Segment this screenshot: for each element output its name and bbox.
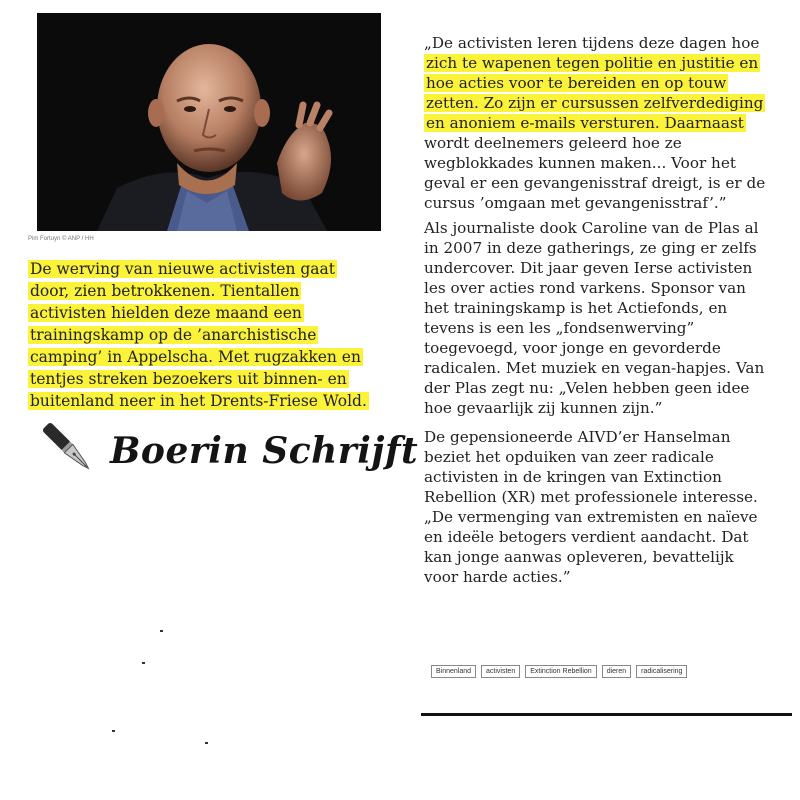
text-line: der Plas zegt nu: „Velen hebben geen idee [424,379,750,397]
left-article-text [28,258,388,412]
tag-extinction-rebellion[interactable]: Extinction Rebellion [525,665,596,678]
tag-list [431,665,687,678]
highlighted-line: door, zien betrokkenen. Tientallen [30,282,300,300]
highlighted-line: zich te wapenen tegen politie en justitie en [426,54,759,72]
text-line: „De activisten leren tijdens deze dagen hoe [424,34,760,52]
text-line: geval er een gevangenisstraf dreigt, is er de [424,174,766,192]
text-line: De gepensioneerde AIVD’er Hanselman [424,428,731,446]
text-line: en ideële betogers verdient aandacht. Dat [424,528,749,546]
text-line: Rebellion (XR) met professionele interesse. [424,488,758,506]
text-line: tevens is een les „fondsenwerving” [424,319,695,337]
text-line: cursus ’omgaan met gevangenisstraf’.” [424,194,727,212]
text-line: wegblokkades kunnen maken... Voor het [424,154,736,172]
portrait-illustration [37,13,381,231]
speck [205,742,208,744]
logo-text: Boerin Schrijft [110,430,419,472]
text-line: radicalen. Met muziek en vegan-hapjes. Van [424,359,765,377]
highlighted-line: activisten hielden deze maand een [30,304,302,322]
fountain-pen-icon [40,420,100,480]
speck [142,662,145,664]
aivd-paragraph [424,427,794,587]
text-line: wordt deelnemers geleerd hoe ze [424,134,682,152]
quote-paragraph [424,33,794,213]
highlighted-line: trainingskamp op de ’anarchistische [30,326,317,344]
highlighted-line: camping’ in Appelscha. Met rugzakken en [30,348,361,366]
text-line: voor harde acties.” [424,568,571,586]
portrait-photo [37,13,381,231]
photo-caption: Pim Fortuyn © ANP / HH [28,236,94,242]
text-line: hoe gevaarlijk zij kunnen zijn.” [424,399,663,417]
speck [112,730,115,732]
highlighted-line: buitenland neer in het Drents-Friese Wold. [30,392,367,410]
tag-binnenland[interactable]: Binnenland [431,665,476,678]
text-line: undercover. Dit jaar geven Ierse activisten [424,259,753,277]
text-line: het trainingskamp is het Actiefonds, en [424,299,728,317]
tag-dieren[interactable]: dieren [602,665,631,678]
text-line: in 2007 in deze gatherings, ze ging er zelfs [424,239,757,257]
text-line: Als journaliste dook Caroline van de Plas al [424,219,759,237]
speck [160,630,163,632]
highlighted-line: zetten. Zo zijn er cursussen zelfverdediging [426,94,764,112]
text-line: „De vermenging van extremisten en naïeve [424,508,758,526]
text-line: beziet het opduiken van zeer radicale [424,448,714,466]
tag-activisten[interactable]: activisten [481,665,520,678]
text-line: toegevoegd, voor jonge en gevorderde [424,339,721,357]
boerin-schrijft-logo [40,420,419,490]
text-line: activisten in de kringen van Extinction [424,468,722,486]
highlighted-line: hoe acties voor te bereiden en op touw [426,74,727,92]
highlighted-line: tentjes streken bezoekers uit binnen- en [30,370,347,388]
journalist-paragraph [424,218,794,418]
text-line: les over acties rond varkens. Sponsor van [424,279,746,297]
bottom-rule [421,713,792,716]
highlighted-line: De werving van nieuwe activisten gaat [30,260,336,278]
highlighted-line: en anoniem e-mails versturen. Daarnaast [426,114,744,132]
text-line: kan jonge aanwas opleveren, bevattelijk [424,548,734,566]
tag-radicalisering[interactable]: radicalisering [636,665,687,678]
